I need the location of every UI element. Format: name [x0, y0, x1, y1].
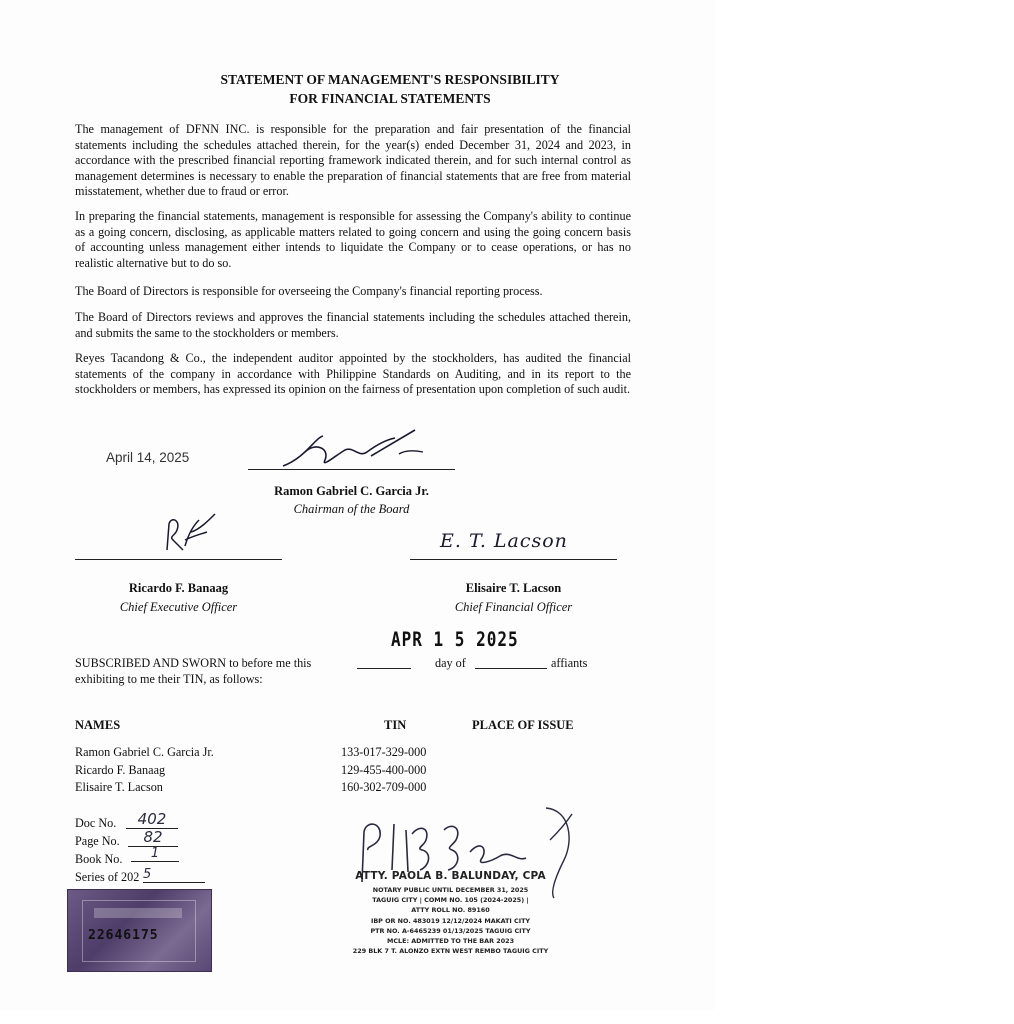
jurat-line2: exhibiting to me their TIN, as follows:	[75, 672, 263, 686]
ceo-name: Ricardo F. Banaag	[128, 581, 229, 595]
series-label: Series of 202	[75, 870, 140, 884]
doc-no-label: Doc No.	[75, 816, 117, 830]
notary-details	[343, 885, 558, 956]
jurat-month-line	[475, 668, 547, 669]
cfo-role: Chief Financial Officer	[454, 600, 573, 614]
notary-detail-line: 229 BLK 7 T. ALONZO EXTN WEST REMBO TAGUIG CITY	[352, 947, 549, 956]
table-header-place: PLACE OF ISSUE	[472, 718, 574, 732]
cfo-name: Elisaire T. Lacson	[465, 581, 562, 595]
page-no-value: 82	[128, 828, 178, 847]
book-no-label: Book No.	[75, 852, 123, 866]
notary-name: ATTY. PAOLA B. BALUNDAY, CPA	[355, 870, 546, 882]
signing-date: April 14, 2025	[106, 450, 190, 465]
doc-no-value: 402	[126, 810, 178, 829]
received-date-stamp: APR 1 5 2025	[391, 628, 519, 651]
paragraph-4: The Board of Directors reviews and approves the financial statements including the schedules attached therein, and submits the same to the stockholders or members.	[75, 310, 631, 340]
table-row-tin: 160-302-709-000	[341, 780, 427, 794]
ceo-signature-icon	[155, 510, 225, 555]
page-no-label: Page No.	[75, 834, 120, 848]
ceo-role: Chief Executive Officer	[119, 600, 238, 614]
chairman-signature-icon	[275, 428, 435, 473]
chairman-name: Ramon Gabriel C. Garcia Jr.	[274, 484, 429, 498]
paragraph-1: The management of DFNN INC. is responsible for the preparation and fair presentation of the financial statements including the schedules attached therein, for the year(s) ended December 31, 2024 and 2023, in accordance with the prescribed financial reporting framework indicated therein, and for such internal control as management determines is necessary to enable the preparation of financial statements that are free from material misstatement, whether due to fraud or error.	[75, 122, 631, 198]
jurat-day-line	[357, 668, 411, 669]
table-row-name: Ramon Gabriel C. Garcia Jr.	[75, 745, 214, 759]
jurat-part2: day of	[435, 656, 466, 670]
jurat-part1: SUBSCRIBED AND SWORN to before me this	[75, 656, 312, 670]
table-row-name: Elisaire T. Lacson	[75, 780, 163, 794]
cfo-signature: E. T. Lacson	[440, 530, 568, 552]
jurat-part3: affiants	[551, 656, 588, 670]
paragraph-5: Reyes Tacandong & Co., the independent auditor appointed by the stockholders, has audited the financial statements of the company in accordance with Philippine Standards on Auditing, and in its report to the stockholders or members, has expressed its opinion on the fairness of presentation upon completion of such audit.	[75, 351, 631, 396]
table-header-tin: TIN	[384, 718, 407, 732]
notary-detail-line: ATTY ROLL NO. 89160	[411, 906, 490, 915]
paragraph-3: The Board of Directors is responsible for overseeing the Company's financial reporting process.	[75, 284, 543, 298]
ceo-signature-line	[75, 559, 282, 560]
table-row-tin: 129-455-400-000	[341, 763, 427, 777]
cfo-signature-line	[410, 559, 617, 560]
notary-detail-line: TAGUIG CITY | COMM NO. 105 (2024-2025) |	[372, 896, 529, 905]
notary-detail-line: MCLE: ADMITTED TO THE BAR 2023	[386, 937, 515, 946]
notary-detail-line: PTR NO. A-6465239 01/13/2025 TAGUIG CITY	[370, 926, 531, 935]
chairman-role: Chairman of the Board	[293, 502, 410, 516]
document-title-line1: STATEMENT OF MANAGEMENT'S RESPONSIBILITY	[220, 72, 560, 87]
notary-detail-line: NOTARY PUBLIC UNTIL DECEMBER 31, 2025	[372, 886, 529, 894]
chairman-signature-line	[248, 469, 455, 470]
documentary-stamp-number: 22646175	[88, 928, 159, 943]
document-title-line2: FOR FINANCIAL STATEMENTS	[289, 91, 491, 106]
documentary-stamp-icon	[67, 889, 212, 972]
paragraph-2: In preparing the financial statements, management is responsible for assessing the Company's ability to continue as a going concern, disclosing, as applicable matters related to going concern and using the going concern basis of accounting unless management either intends to liquidate the Company or to cease operations, or has no realistic alternative but to do so.	[75, 209, 631, 270]
book-no-value: 1	[131, 846, 179, 862]
table-row-tin: 133-017-329-000	[341, 745, 427, 759]
table-row-name: Ricardo F. Banaag	[75, 763, 166, 777]
series-value: 5	[143, 867, 205, 883]
notary-detail-line: IBP OR NO. 483019 12/12/2024 MAKATI CITY	[370, 916, 531, 925]
table-header-names: NAMES	[75, 718, 121, 732]
